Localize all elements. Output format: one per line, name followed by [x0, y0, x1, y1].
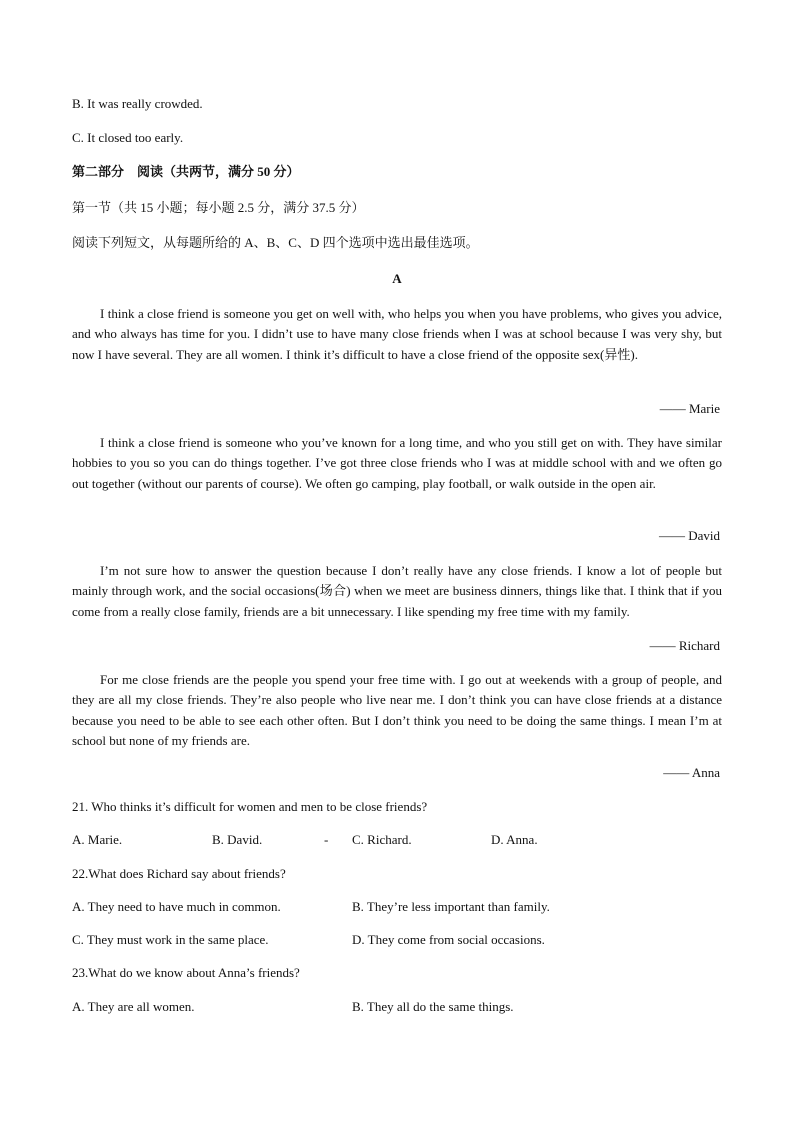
passage-label: A — [392, 271, 402, 286]
question-21-option-a[interactable]: A. Marie. — [72, 832, 123, 847]
paragraph-anna: For me close friends are the people you spend your free time with. I go out at weekends with a group of people, and they are all my close friends. They’re also people who live near me. I don’t think you can have close friends at a distance because you need to be able to see each other often. But I don’t think you need to be doing the same things. I mean I’m at school but none of my friends are. — [72, 672, 722, 749]
question-21-option-d[interactable]: D. Anna. — [491, 832, 538, 847]
question-23-option-b[interactable]: B. They all do the same things. — [352, 999, 514, 1014]
sub-title: 第一节（共 15 小题；每小题 2.5 分，满分 37.5 分） — [72, 200, 365, 215]
paragraph-richard: I’m not sure how to answer the question because I don’t really have any close friends. I know a lot of people but mainly through work, and the social occasions(场合) when we meet are business dinners, things like that. I think that if you come from a really close family, friends are a bit unnecessary. I like spending my free time with my family. — [72, 563, 722, 619]
author-marie: —— Marie — [659, 401, 720, 416]
paragraph-marie: I think a close friend is someone you get on well with, who helps you when you have problems, who gives you advice, and who always has time for you. I didn’t use to have many close friends when I was at school because I was very shy, but now I have several. They are all women. I think it’s difficult to have a close friend of the opposite sex(异性). — [72, 306, 722, 362]
author-david: —— David — [658, 528, 720, 543]
stray-mark: - — [324, 832, 329, 847]
question-21-option-c[interactable]: C. Richard. — [352, 832, 412, 847]
author-richard: —— Richard — [649, 638, 720, 653]
question-23-option-a[interactable]: A. They are all women. — [72, 999, 195, 1014]
question-22-option-a[interactable]: A. They need to have much in common. — [72, 899, 281, 914]
paragraph-david: I think a close friend is someone who you’ve known for a long time, and who you still get on with. They have similar hobbies to you so you can do things together. I’ve got three close friends who I was at middle school with and we often go out together (without our parents of course). We often go camping, play football, or walk outside in the open air. — [72, 435, 722, 491]
question-22-option-d[interactable]: D. They come from social occasions. — [352, 932, 545, 947]
prev-option-c: C. It closed too early. — [72, 130, 184, 145]
instruction: 阅读下列短文，从每题所给的 A、B、C、D 四个选项中选出最佳选项。 — [72, 235, 479, 250]
question-22-option-b[interactable]: B. They’re less important than family. — [352, 899, 550, 914]
prev-option-b: B. It was really crowded. — [72, 96, 203, 111]
question-23-stem: 23.What do we know about Anna’s friends? — [72, 965, 300, 980]
question-21-stem: 21. Who thinks it’s difficult for women and men to be close friends? — [72, 799, 428, 814]
author-anna: —— Anna — [663, 765, 720, 780]
question-22-stem: 22.What does Richard say about friends? — [72, 866, 286, 881]
part-title: 第二部分 阅读（共两节，满分 50 分） — [72, 164, 300, 179]
question-21-option-b[interactable]: B. David. — [212, 832, 263, 847]
question-22-option-c[interactable]: C. They must work in the same place. — [72, 932, 269, 947]
